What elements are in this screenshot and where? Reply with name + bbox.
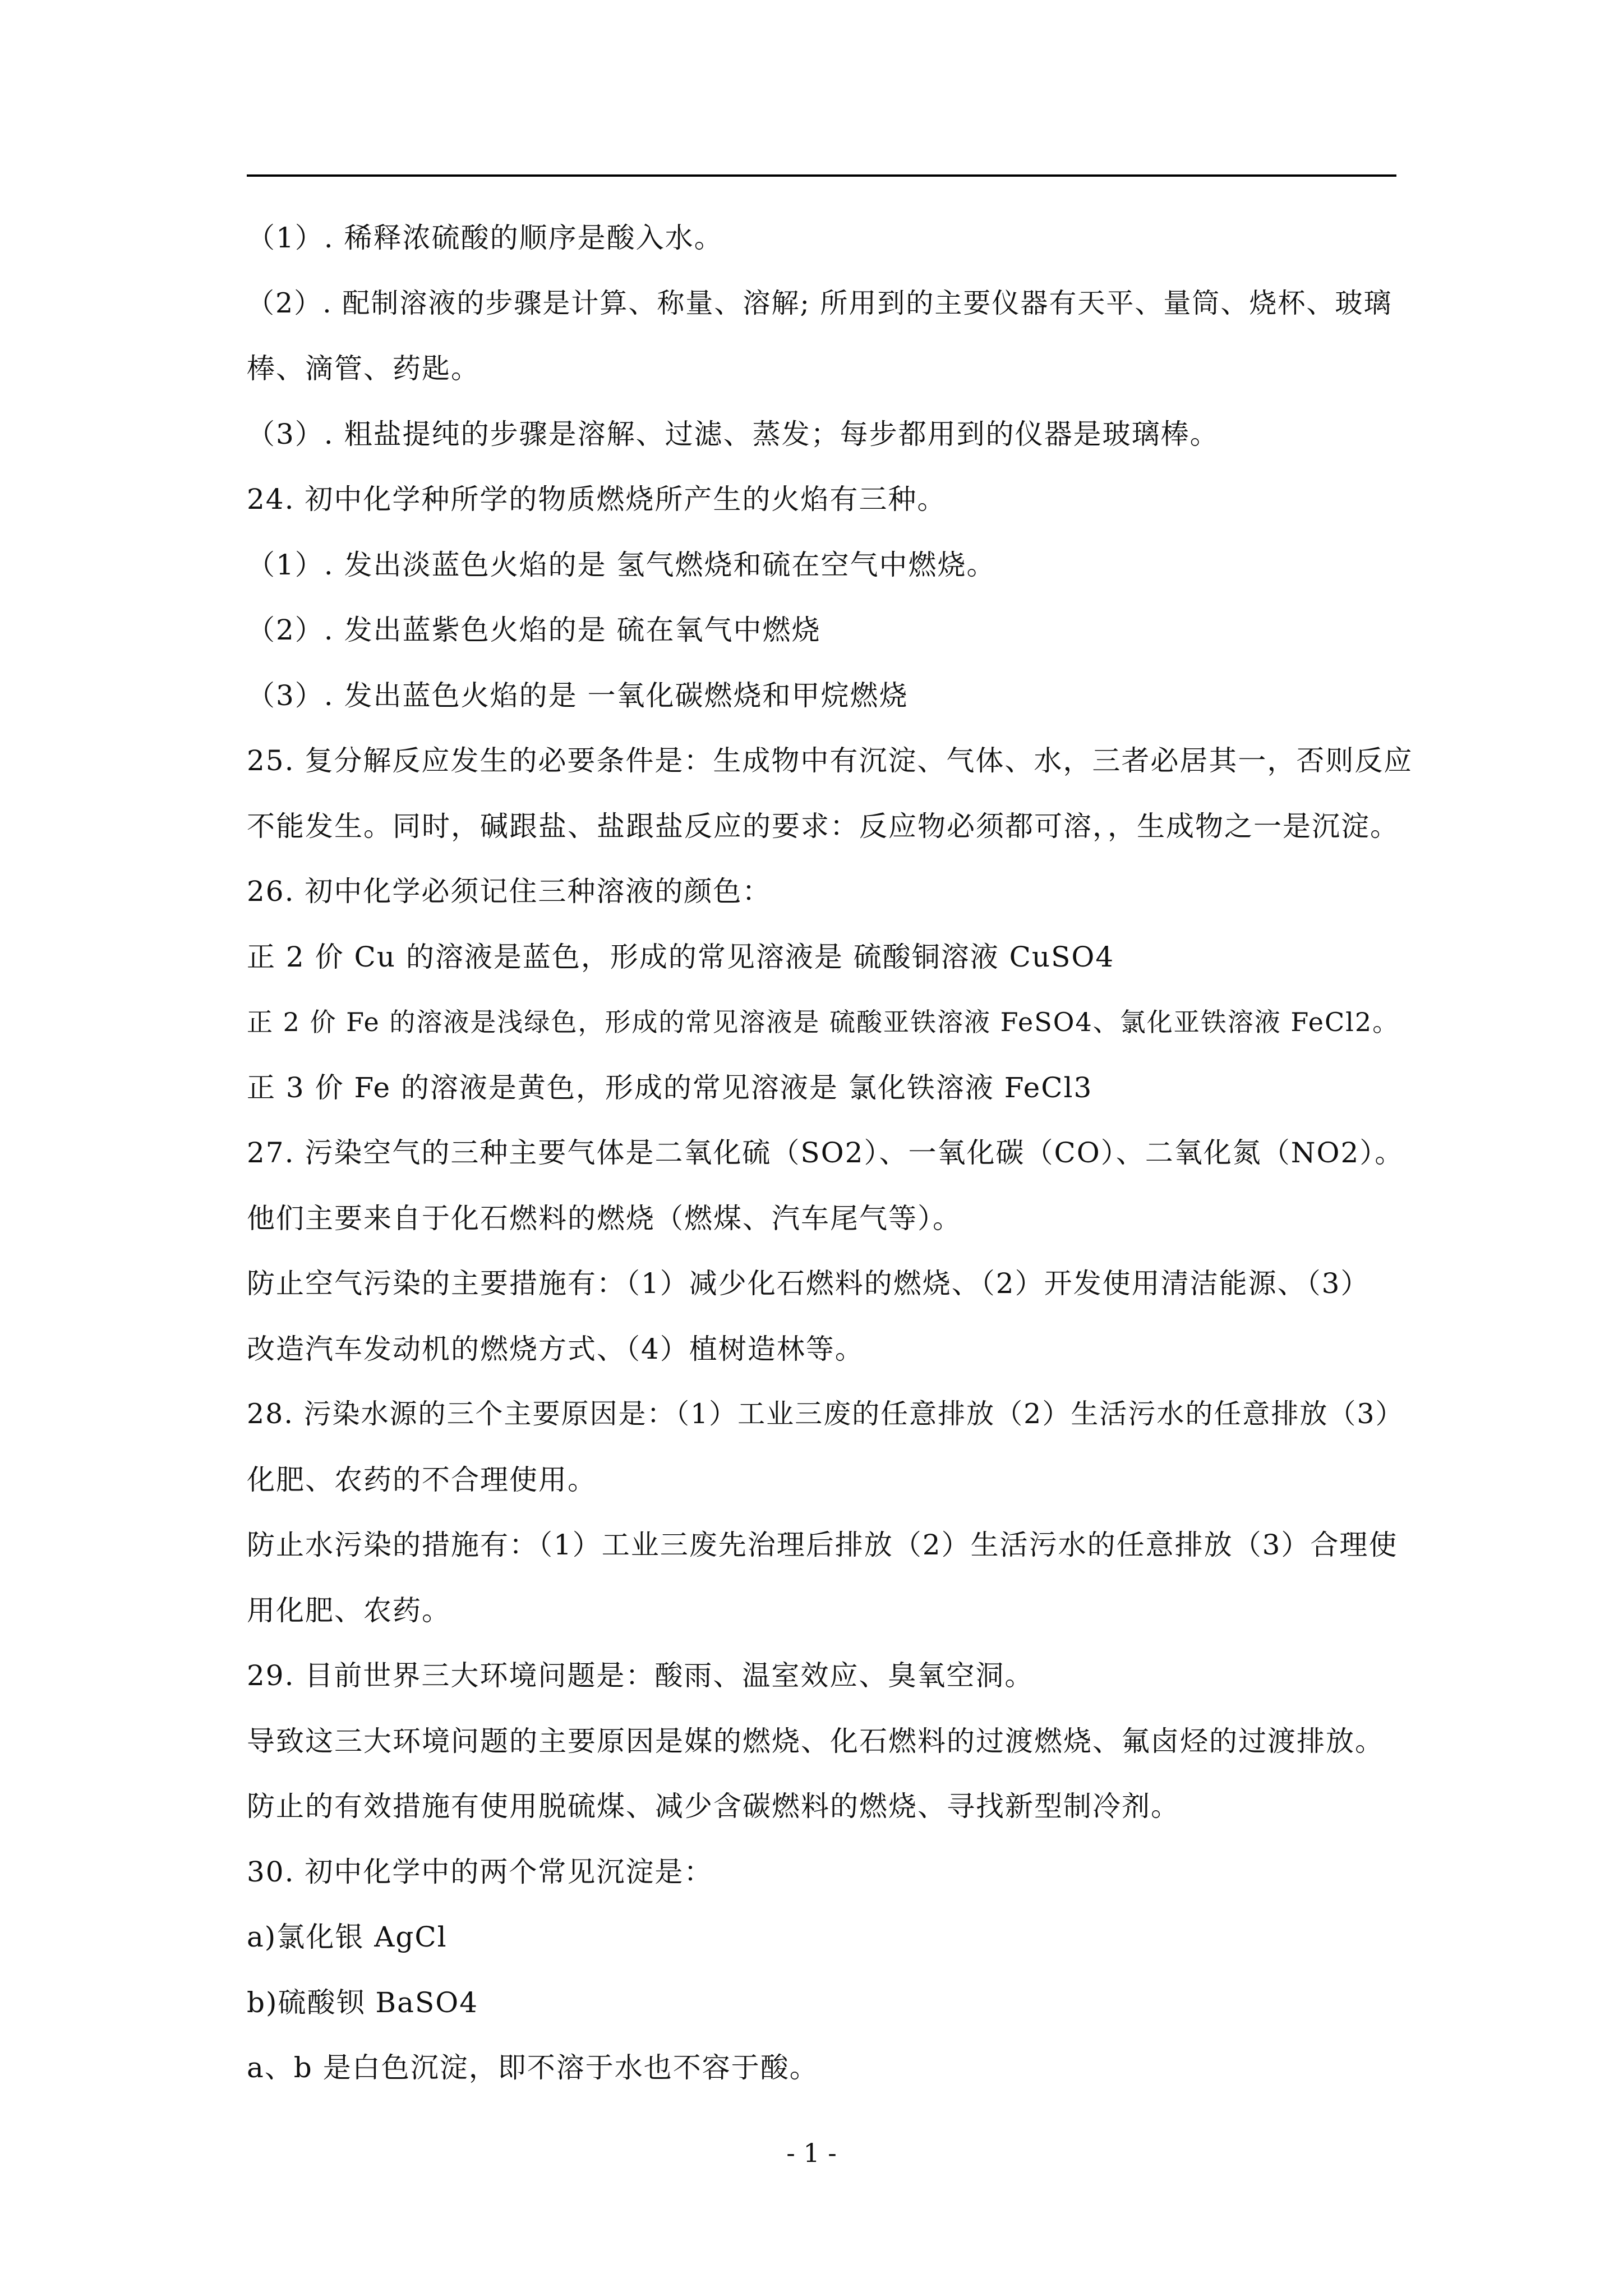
text-line: 改造汽车发动机的燃烧方式、（4）植树造林等。 bbox=[247, 1332, 864, 1365]
text-line: （3）. 粗盐提纯的步骤是溶解、过滤、蒸发；每步都用到的仪器是玻璃棒。 bbox=[247, 417, 1219, 450]
text-line: 防止空气污染的主要措施有：（1）减少化石燃料的燃烧、（2）开发使用清洁能源、（3） bbox=[247, 1267, 1370, 1300]
text-line: （1）. 发出淡蓝色火焰的是 氢气燃烧和硫在空气中燃烧。 bbox=[247, 548, 996, 581]
text-line: a、b 是白色沉淀，即不溶于水也不容于酸。 bbox=[247, 2051, 819, 2084]
document-body bbox=[247, 205, 1413, 2101]
text-line: 24. 初中化学种所学的物质燃烧所产生的火焰有三种。 bbox=[247, 483, 947, 516]
text-line: 正 2 价 Fe 的溶液是浅绿色，形成的常见溶液是 硫酸亚铁溶液 FeSO4、氯化亚铁溶液 FeCl2。 bbox=[247, 1007, 1400, 1037]
text-line: （2）. 发出蓝紫色火焰的是 硫在氧气中燃烧 bbox=[247, 614, 821, 646]
text-line: 正 3 价 Fe 的溶液是黄色，形成的常见溶液是 氯化铁溶液 FeCl3 bbox=[247, 1071, 1093, 1104]
text-line: 他们主要来自于化石燃料的燃烧（燃煤、汽车尾气等）。 bbox=[247, 1202, 962, 1235]
text-line: （1）. 稀释浓硫酸的顺序是酸入水。 bbox=[247, 222, 723, 254]
text-line: 防止的有效措施有使用脱硫煤、减少含碳燃料的燃烧、寻找新型制冷剂。 bbox=[247, 1790, 1180, 1823]
header-rule bbox=[247, 174, 1396, 177]
text-line: 30. 初中化学中的两个常见沉淀是： bbox=[247, 1855, 713, 1888]
text-line: b)硫酸钡 BaSO4 bbox=[247, 1986, 479, 2019]
text-line: （3）. 发出蓝色火焰的是 一氧化碳燃烧和甲烷燃烧 bbox=[247, 679, 909, 712]
text-line: 25. 复分解反应发生的必要条件是：生成物中有沉淀、气体、水，三者必居其一，否则反应 bbox=[247, 744, 1413, 777]
text-line: 29. 目前世界三大环境问题是：酸雨、温室效应、臭氧空洞。 bbox=[247, 1659, 1034, 1692]
text-line: 棒、滴管、药匙。 bbox=[247, 352, 480, 385]
text-line: 化肥、农药的不合理使用。 bbox=[247, 1463, 597, 1496]
text-line: 正 2 价 Cu 的溶液是蓝色，形成的常见溶液是 硫酸铜溶液 CuSO4 bbox=[247, 940, 1115, 973]
text-line: 导致这三大环境问题的主要原因是媒的燃烧、化石燃料的过渡燃烧、氟卤烃的过渡排放。 bbox=[247, 1724, 1384, 1757]
text-line: 27. 污染空气的三种主要气体是二氧化硫（SO2）、一氧化碳（CO）、二氧化氮（NO2）。 bbox=[247, 1137, 1404, 1169]
text-line: 26. 初中化学必须记住三种溶液的颜色： bbox=[247, 875, 772, 908]
text-line: a)氯化银 AgCl bbox=[247, 1921, 448, 1953]
text-line: 防止水污染的措施有：（1）工业三废先治理后排放（2）生活污水的任意排放（3）合理使 bbox=[247, 1529, 1398, 1561]
page-number: - 1 - bbox=[786, 2138, 837, 2168]
text-line: 用化肥、农药。 bbox=[247, 1594, 451, 1627]
text-line: 不能发生。同时，碱跟盐、盐跟盐反应的要求：反应物必须都可溶，，生成物之一是沉淀。 bbox=[247, 809, 1399, 843]
text-line: （2）. 配制溶液的步骤是计算、称量、溶解; 所用到的主要仪器有天平、量筒、烧杯、玻璃 bbox=[247, 287, 1393, 319]
text-line: 28. 污染水源的三个主要原因是：（1）工业三废的任意排放（2）生活污水的任意排放（3） bbox=[247, 1398, 1404, 1430]
